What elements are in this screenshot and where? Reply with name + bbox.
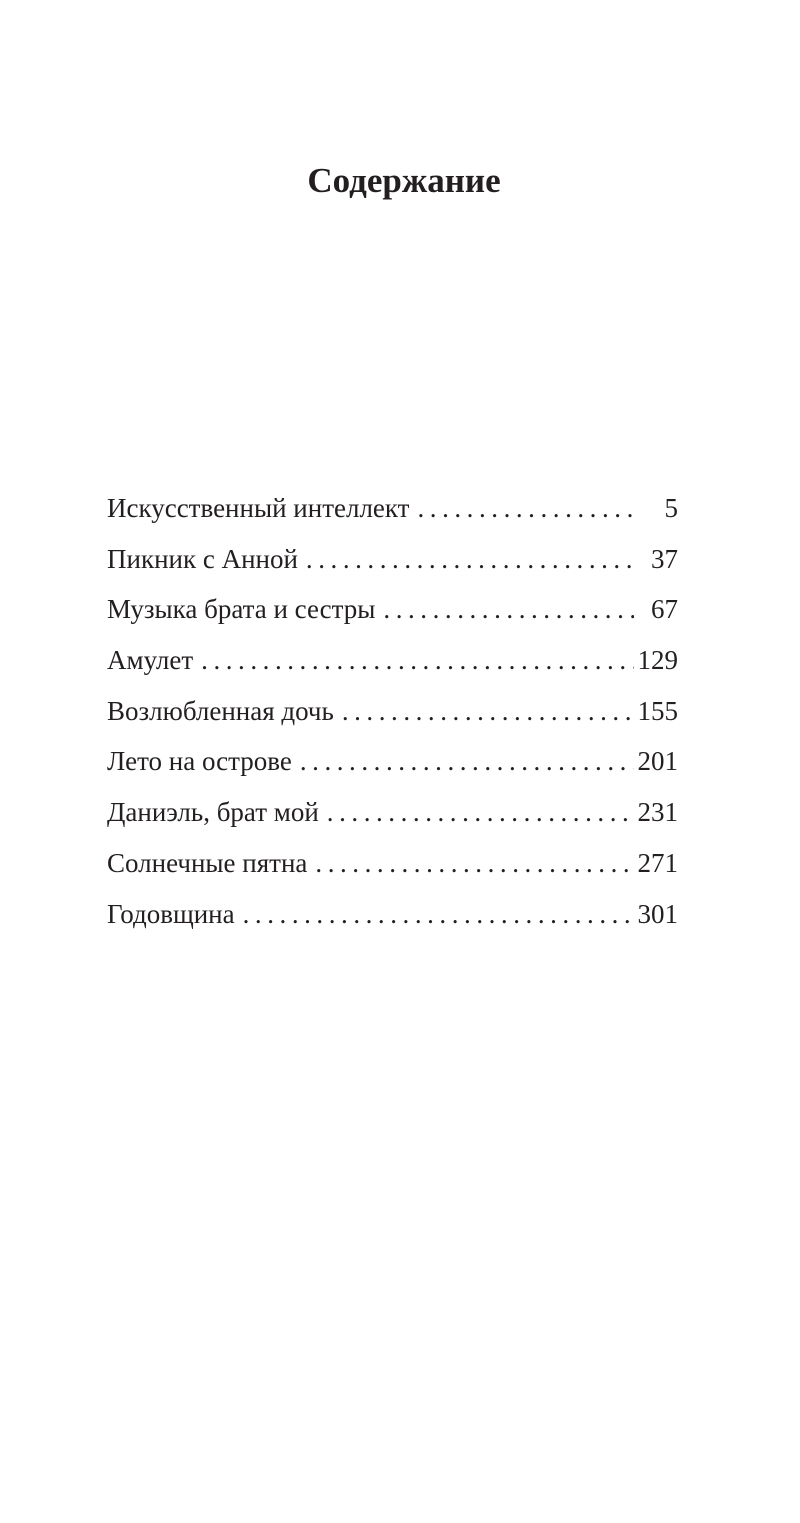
- toc-entry-page: 201: [637, 746, 678, 777]
- dot-leader: [201, 638, 633, 682]
- toc-entry-title: Лето на острове: [107, 746, 292, 777]
- toc-entry-title: Амулет: [107, 645, 194, 676]
- dot-leader: [383, 587, 634, 631]
- table-of-contents: [107, 486, 678, 942]
- toc-entry-title: Годовщина: [107, 898, 235, 929]
- toc-entry-page: 155: [637, 695, 678, 726]
- dot-leader: [306, 537, 634, 581]
- toc-entry-page: 37: [651, 543, 678, 574]
- toc-entry: [107, 486, 678, 537]
- toc-entry-title: Музыка брата и сестры: [107, 594, 376, 625]
- dot-leader: [315, 841, 633, 885]
- dot-leader: [327, 790, 634, 834]
- toc-entry-title: Искусственный интеллект: [107, 493, 410, 523]
- toc-entry-page: 67: [651, 594, 678, 625]
- toc-entry: [107, 638, 678, 689]
- toc-entry: [107, 841, 678, 892]
- dot-leader: [342, 689, 634, 733]
- toc-entry: [107, 892, 678, 943]
- toc-entry-page: 271: [637, 847, 678, 878]
- page-title: Содержание: [307, 161, 501, 200]
- toc-entry: [107, 689, 678, 740]
- toc-entry-title: Возлюбленная дочь: [107, 695, 334, 726]
- toc-entry: [107, 587, 678, 638]
- dot-leader: [300, 739, 634, 783]
- toc-entry-page: 129: [637, 645, 678, 676]
- toc-entry-title: Солнечные пятна: [107, 847, 308, 878]
- dot-leader: [243, 892, 634, 936]
- toc-entry: [107, 537, 678, 588]
- dot-leader: [417, 486, 634, 530]
- toc-entry-page: 301: [637, 898, 678, 929]
- toc-entry-title: Пикник с Анной: [107, 543, 298, 574]
- toc-entry: [107, 790, 678, 841]
- toc-entry-page: 5: [664, 493, 678, 523]
- toc-entry-title: Даниэль, брат мой: [107, 797, 319, 828]
- toc-entry-page: 231: [637, 797, 678, 828]
- toc-entry: [107, 739, 678, 790]
